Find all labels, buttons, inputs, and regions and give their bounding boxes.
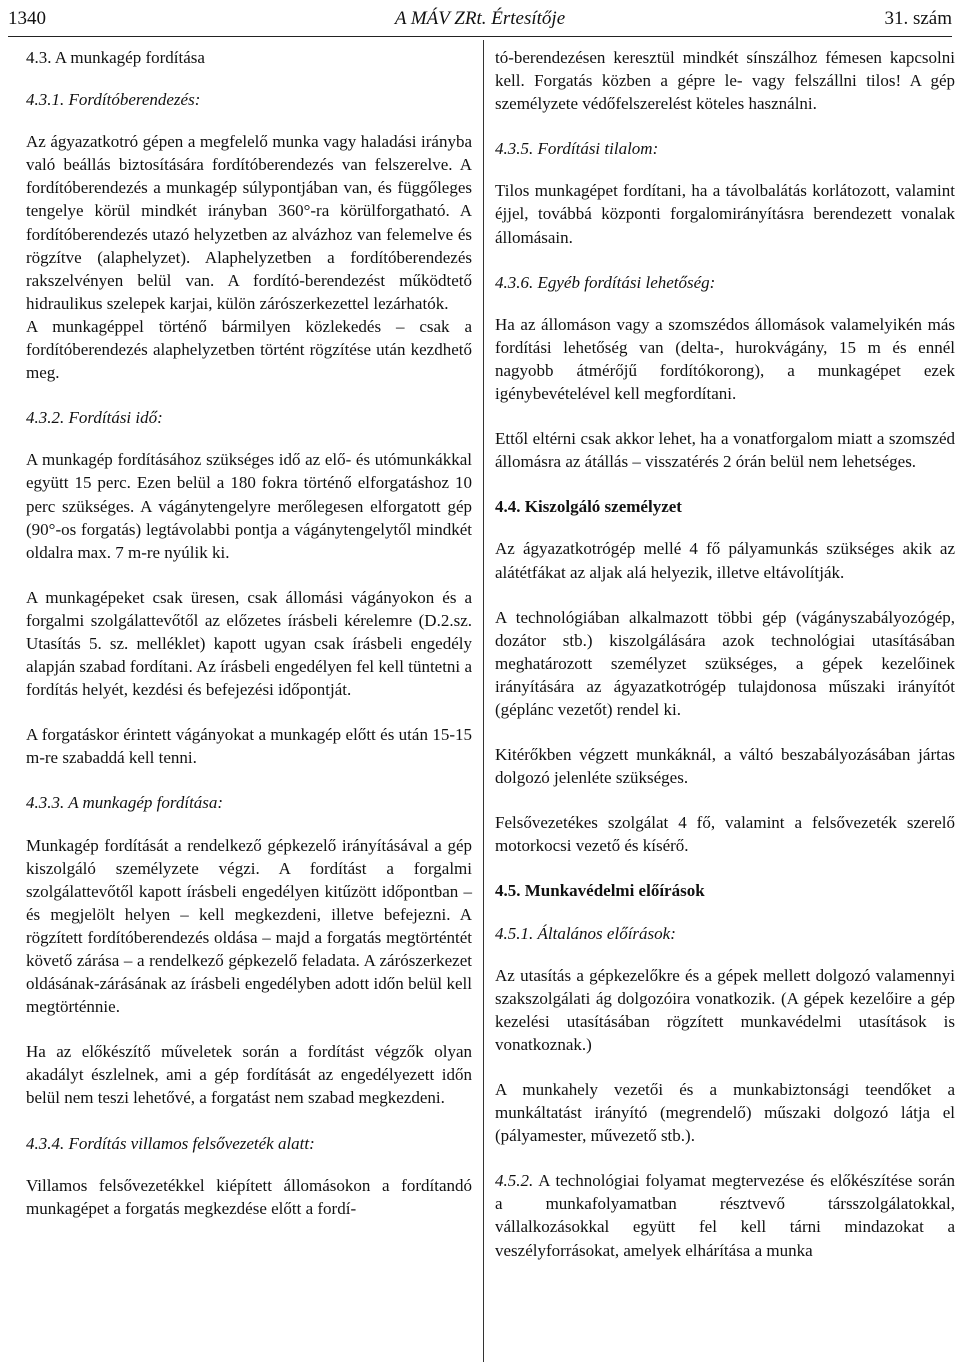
paragraph: A munkagép fordításához szükséges idő az elő- és utómunkákkal együtt 15 perc. Ezen belül a 180 fokra történő elforgatáshoz 10 perc szükséges. A vágánytengelyre merőlegesen elforgatott gép (90°-os forgatás) legtávolabbi pontja a vágánytengelytől mindkét oldalra max. 7 m-re nyúlik ki.: [26, 450, 472, 562]
issue-number: 31. szám: [884, 8, 952, 29]
paragraph: A forgatáskor érintett vágányokat a munkagép előtt és után 15-15 m-re szabaddá kell tenni.: [26, 725, 472, 768]
section-heading-4-3-4: 4.3.4. Fordítás villamos felsővezeték alatt:: [26, 1133, 315, 1153]
section-heading-4-5-1: 4.5.1. Általános előírások:: [495, 923, 676, 943]
paragraph: Villamos felsővezetékkel kiépített állomásokon a fordítandó munkagépet a forgatás megkezdése előtt a fordí-: [26, 1175, 472, 1218]
paragraph: Ha az előkészítő műveletek során a fordítást végzők olyan akadályt észlelnek, ami a gép fordítását az engedélyezett időn belül nem teszi lehetővé, a forgatást nem szabad megkezdeni.: [26, 1042, 472, 1108]
paragraph: A munkagépeket csak üresen, csak állomási vágányokon és a forgalmi szolgálattevőtől az előzetes írásbeli kérelemre (D.2.sz. Utasítás 5. sz. melléklet) kapott ugyan csak írásbeli engedély alapján szabad fordítani. Az írásbeli engedélyen fel kell tüntetni a fordítás helyét, kezdési és befejezési időpontját.: [26, 587, 472, 700]
paragraph: Az ágyazatkotró gépen a megfelelő munka vagy haladási irányba való beállás biztosítására fordítóberendezés van felszerelve. A fordítóberendezés a munkagép súlypontjában van, és függőleges tengelye körül mindkét irányban 360°-ra körülforgatható. A fordítóberendezés utazó helyzetben az alvázhoz van felemelve és rögzítve (alaphelyzet). Alaphelyzetben a fordítóberendezés rakszelvényen belül van. A fordító-berendezést működtető hidraulikus szelepek karjai, külön zárószerkezettel lezárhatók.: [26, 132, 472, 313]
paragraph: A munkagéppel történő bármilyen közlekedés – csak a fordítóberendezés alaphelyzetben történt rögzítése után kezdhető meg.: [26, 316, 472, 383]
paragraph: Tilos munkagépet fordítani, ha a távolbalátás korlátozott, valamint éjjel, továbbá központi forgalomirányításra berendezett vonalak állomásain.: [495, 181, 955, 247]
paragraph: Az ágyazatkotrógép mellé 4 fő pályamunkás szükséges akik az alátétfákat az aljak alá helyezik, illetve eltávolítják.: [495, 539, 955, 582]
paragraph: A technológiában alkalmazott többi gép (vágányszabályozógép, dozátor stb.) kiszolgálására azok technológiai utasításában meghatározott személyzet szükséges, a gépek kezelőinek irányítására az ágyazatkotrógép tulajdonosa műszaki irányítót (géplánc vezetőt) rendel ki.: [495, 607, 955, 719]
section-heading-4-4: 4.4. Kiszolgáló személyzet: [495, 497, 682, 517]
paragraph: Ettől eltérni csak akkor lehet, ha a vonatforgalom miatt a szomszéd állomásra az átállás – visszatérés 2 órán belül nem lehetséges.: [495, 429, 955, 472]
section-heading-4-3-5: 4.3.5. Fordítási tilalom:: [495, 139, 659, 159]
section-heading-4-5: 4.5. Munkavédelmi előírások: [495, 881, 705, 901]
paragraph: Felsővezetékes szolgálat 4 fő, valamint a felsővezeték szerelő motorkocsi vezető és kísérő.: [495, 813, 955, 856]
page-number: 1340: [8, 8, 46, 29]
section-heading-4-3: 4.3. A munkagép fordítása: [26, 48, 205, 67]
right-column: [495, 46, 955, 1284]
section-heading-4-3-1: 4.3.1. Fordítóberendezés:: [26, 90, 201, 110]
column-divider: [483, 40, 484, 1362]
paragraph: Az utasítás a gépkezelőkre és a gépek mellett dolgozó valamennyi szakszolgálati ág dolgozóira vonatkozik. (A gépek kezelőire a gép kezelési utasításában rögzített munkavédelmi utasítások is vonatkoznak.): [495, 965, 955, 1054]
paragraph: Munkagép fordítását a rendelkező gépkezelő irányításával a gép kiszolgáló személyzete végzi. A fordítást a forgalmi szolgálattevőtől kapott írásbeli engedélyen kitűzött időpontban – és megjelölt helyen – kell megkezdeni, illetve befejezni. A rögzített fordítóberendezés oldása – majd a forgatás megtörténtét követő zárása – a rendelkező gépkezelő feladata. A zárószerkezet oldásának-zárásának az írásbeli engedélyben adott időn belül kell megtörténnie.: [26, 835, 472, 1017]
section-number-4-5-2: 4.5.2.: [495, 1171, 534, 1191]
section-heading-4-3-3: 4.3.3. A munkagép fordítása:: [26, 793, 224, 813]
paragraph: Kitérőkben végzett munkáknál, a váltó beszabályozásában jártas dolgozó jelenléte szükséges.: [495, 745, 955, 788]
page-header: [8, 4, 952, 37]
paragraph-text: A technológiai folyamat megtervezése és előkészítése során a munkafolyamatban résztvevő társszolgálatokkal, vállalkozásokkal együtt fel kell tárni mindazokat a veszélyforrásokat, amelyek elhárítása a munka: [495, 1171, 955, 1260]
paragraph: A munkahely vezetői és a munkabiztonsági teendőket a munkáltatást irányító (megrendelő) műszaki dolgozó látja el (pályamester, művezető stb.).: [495, 1080, 955, 1146]
section-heading-4-3-6: 4.3.6. Egyéb fordítási lehetőség:: [495, 272, 716, 292]
paragraph-4-5-2: [495, 1169, 955, 1261]
paragraph: Ha az állomáson vagy a szomszédos állomások valamelyikén más fordítási lehetőség van (delta-, hurokvágány, 15 m és ennél nagyobb átmérőjű fordítókorong), a munkagépet ezek igénybevételével kell megfordítani.: [495, 314, 955, 404]
paragraph: tó-berendezésen keresztül mindkét sínszálhoz fémesen kapcsolni kell. Forgatás közben a gépre le- vagy felszállni tilos! A gép személyzete védőfelszerelést köteles használni.: [495, 48, 955, 114]
left-column: [26, 46, 472, 1242]
section-heading-4-3-2: 4.3.2. Fordítási idő:: [26, 408, 163, 428]
journal-title: A MÁV ZRt. Értesítője: [394, 8, 566, 29]
